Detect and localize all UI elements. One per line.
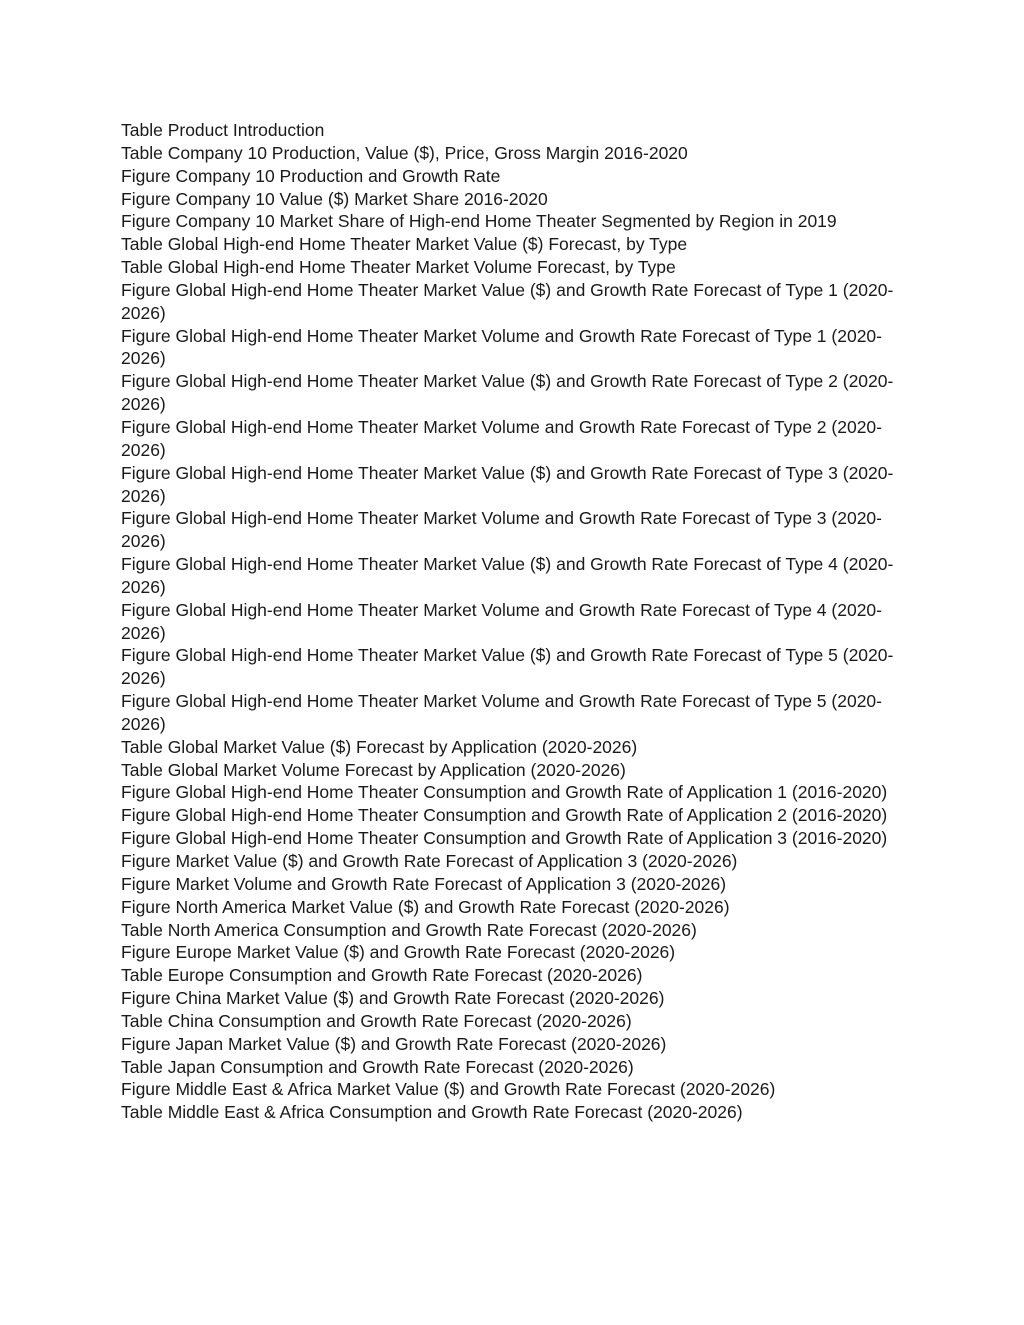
list-item: Figure Middle East & Africa Market Value ($) and Growth Rate Forecast (2020-2026) bbox=[121, 1079, 776, 1100]
list-item: Table Middle East & Africa Consumption and Growth Rate Forecast (2020-2026) bbox=[121, 1102, 743, 1123]
list-item: Figure Market Volume and Growth Rate Forecast of Application 3 (2020-2026) bbox=[121, 873, 727, 894]
list-item: Figure Global High-end Home Theater Market Volume and Growth Rate Forecast of Type 5 (2020-2026) bbox=[121, 691, 882, 734]
list-item: Figure Global High-end Home Theater Market Value ($) and Growth Rate Forecast of Type 5 (2020-2026) bbox=[121, 645, 894, 689]
list-item: Figure Company 10 Production and Growth Rate bbox=[121, 165, 501, 186]
list-item: Figure Global High-end Home Theater Market Value ($) and Growth Rate Forecast of Type 4 (2020-2026) bbox=[121, 554, 894, 597]
list-item: Figure Global High-end Home Theater Market Volume and Growth Rate Forecast of Type 3 (2020-2026) bbox=[121, 508, 882, 552]
list-item: Figure Global High-end Home Theater Market Value ($) and Growth Rate Forecast of Type 2 (2020-2026) bbox=[121, 371, 894, 415]
list-item: Table Japan Consumption and Growth Rate Forecast (2020-2026) bbox=[121, 1056, 634, 1077]
list-item: Figure Global High-end Home Theater Market Volume and Growth Rate Forecast of Type 4 (2020-2026) bbox=[121, 599, 882, 643]
list-item: Figure Global High-end Home Theater Consumption and Growth Rate of Application 1 (2016-2020) bbox=[121, 782, 888, 803]
list-item: Table China Consumption and Growth Rate Forecast (2020-2026) bbox=[121, 1010, 632, 1031]
list-item: Figure Global High-end Home Theater Consumption and Growth Rate of Application 2 (2016-2020) bbox=[121, 805, 888, 826]
list-item: Figure Global High-end Home Theater Market Value ($) and Growth Rate Forecast of Type 1 (2020-2026) bbox=[121, 279, 894, 323]
list-item: Figure Global High-end Home Theater Market Volume and Growth Rate Forecast of Type 1 (2020-2026) bbox=[121, 325, 882, 369]
list-item: Table Global High-end Home Theater Market Value ($) Forecast, by Type bbox=[121, 234, 688, 255]
list-item: Figure Global High-end Home Theater Market Value ($) and Growth Rate Forecast of Type 3 (2020-2026) bbox=[121, 462, 894, 506]
list-item: Figure China Market Value ($) and Growth Rate Forecast (2020-2026) bbox=[121, 988, 665, 1009]
list-item: Table Global Market Volume Forecast by Application (2020-2026) bbox=[121, 759, 626, 780]
list-item: Table Europe Consumption and Growth Rate Forecast (2020-2026) bbox=[121, 965, 643, 986]
list-item: Figure Company 10 Market Share of High-end Home Theater Segmented by Region in 2019 bbox=[121, 211, 837, 232]
list-item: Table Company 10 Production, Value ($), Price, Gross Margin 2016-2020 bbox=[121, 142, 688, 163]
list-of-tables-and-figures bbox=[121, 119, 896, 1124]
list-item: Figure Company 10 Value ($) Market Share 2016-2020 bbox=[121, 188, 548, 209]
list-item: Table Global High-end Home Theater Market Volume Forecast, by Type bbox=[121, 257, 676, 278]
list-item: Figure Market Value ($) and Growth Rate Forecast of Application 3 (2020-2026) bbox=[121, 851, 738, 871]
list-item: Figure North America Market Value ($) and Growth Rate Forecast (2020-2026) bbox=[121, 896, 730, 917]
list-item: Figure Global High-end Home Theater Consumption and Growth Rate of Application 3 (2016-2020) bbox=[121, 828, 888, 849]
list-item: Table North America Consumption and Growth Rate Forecast (2020-2026) bbox=[121, 919, 697, 940]
list-item: Figure Japan Market Value ($) and Growth Rate Forecast (2020-2026) bbox=[121, 1033, 667, 1054]
list-item: Table Global Market Value ($) Forecast by Application (2020-2026) bbox=[121, 736, 638, 757]
list-item: Figure Global High-end Home Theater Market Volume and Growth Rate Forecast of Type 2 (2020-2026) bbox=[121, 416, 882, 460]
list-item: Figure Europe Market Value ($) and Growth Rate Forecast (2020-2026) bbox=[121, 942, 676, 963]
list-item: Table Product Introduction bbox=[121, 120, 325, 140]
